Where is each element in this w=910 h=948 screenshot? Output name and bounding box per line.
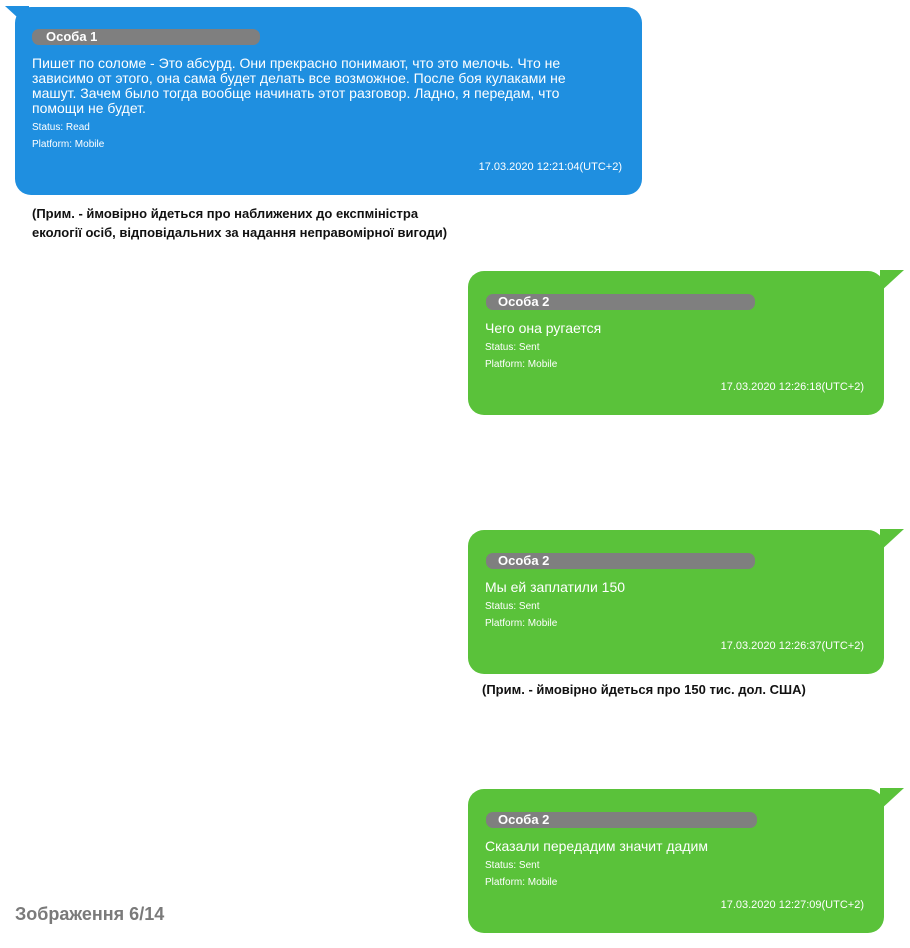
message-platform	[485, 877, 557, 889]
sender-name: Особа 2	[498, 812, 550, 827]
sender-name: Особа 2	[498, 294, 550, 309]
note-line: (Прим. - ймовірно йдеться про наближених до експміністра	[32, 206, 419, 221]
message-status	[32, 122, 90, 134]
message-status	[485, 601, 540, 613]
message-text: Пишет по соломе - Это абсурд. Они прекрасно понимают, что это мелочь. Что не зависимо от этого, она сама будет делать все возможное. После боя кулаками не машут. Зачем было тогда вообще начинать этот разговор. Ладно, я передам, что помощи не будет.	[32, 55, 566, 116]
platform-value: Mobile	[527, 877, 558, 888]
status-value: Read	[65, 122, 90, 133]
message-status	[485, 342, 540, 354]
status-label: Status:	[32, 122, 64, 133]
message-text: Чего она ругается	[485, 320, 602, 336]
message-timestamp: 17.03.2020 12:26:37(UTC+2)	[720, 640, 864, 652]
sender-bar	[486, 812, 757, 828]
sender-bar	[486, 294, 755, 310]
status-value: Sent	[518, 601, 540, 612]
message-platform	[485, 359, 557, 371]
platform-label: Platform:	[32, 139, 73, 150]
status-label: Status:	[485, 342, 517, 353]
platform-label: Platform:	[485, 359, 526, 370]
status-value: Sent	[518, 860, 540, 871]
platform-value: Mobile	[527, 359, 558, 370]
status-label: Status:	[485, 601, 517, 612]
status-label: Status:	[485, 860, 517, 871]
note-line: екології осіб, відповідальних за надання неправомірної вигоди)	[32, 225, 448, 240]
platform-label: Platform:	[485, 877, 526, 888]
message-platform	[485, 618, 557, 630]
annotation-note: (Прим. - ймовірно йдеться про 150 тис. дол. США)	[482, 682, 806, 697]
status-value: Sent	[518, 342, 540, 353]
message-timestamp: 17.03.2020 12:21:04(UTC+2)	[478, 161, 622, 173]
platform-value: Mobile	[74, 139, 105, 150]
message-bubble-outgoing	[468, 530, 884, 674]
message-timestamp: 17.03.2020 12:26:18(UTC+2)	[720, 381, 864, 393]
platform-value: Mobile	[527, 618, 558, 629]
annotation-note	[32, 204, 552, 242]
message-bubble-incoming	[15, 7, 642, 195]
message-timestamp: 17.03.2020 12:27:09(UTC+2)	[720, 899, 864, 911]
message-bubble-outgoing	[468, 271, 884, 415]
message-bubble-outgoing	[468, 789, 884, 933]
image-caption: Зображення 6/14	[15, 904, 165, 924]
message-text: Мы ей заплатили 150	[485, 579, 626, 595]
sender-bar	[32, 29, 260, 45]
message-text: Сказали передадим значит дадим	[485, 838, 708, 854]
sender-name: Особа 2	[498, 553, 550, 568]
sender-name: Особа 1	[46, 29, 98, 44]
message-status	[485, 860, 540, 872]
platform-label: Platform:	[485, 618, 526, 629]
sender-bar	[486, 553, 755, 569]
message-platform	[32, 139, 104, 151]
